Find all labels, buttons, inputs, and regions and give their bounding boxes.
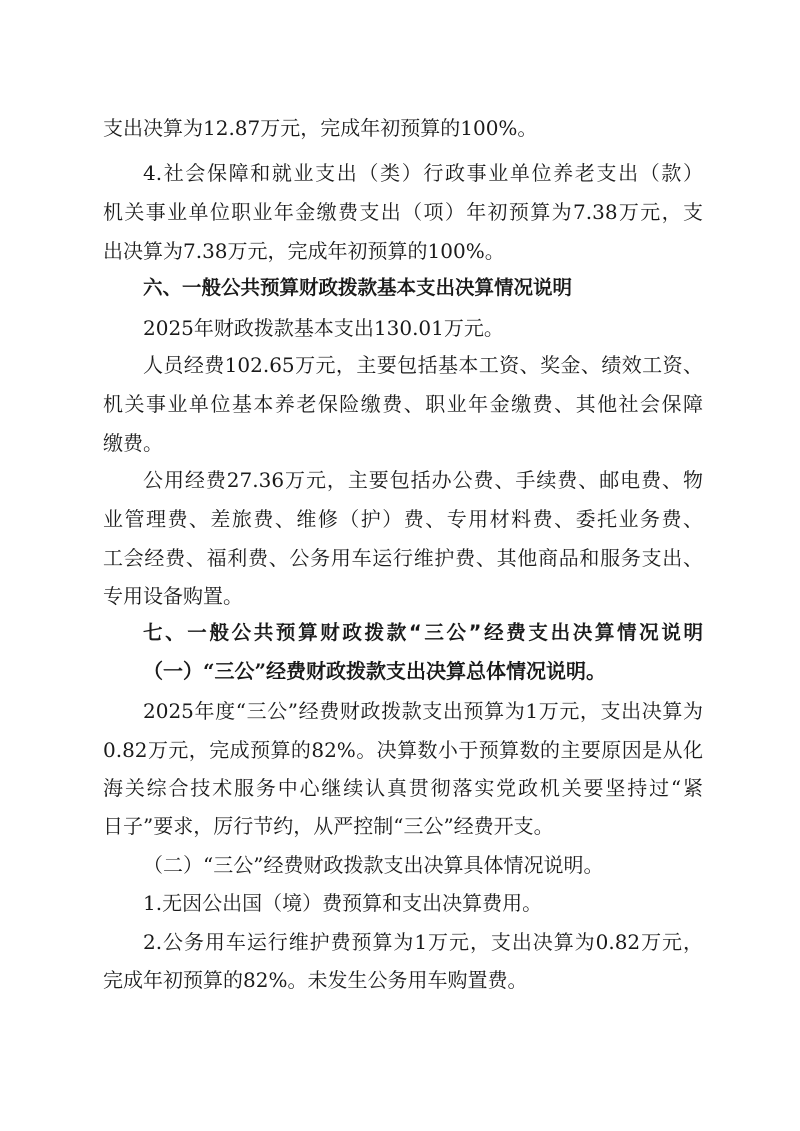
paragraph-line: 公用经费27.36万元，主要包括办公费、手续费、邮电费、物 — [143, 468, 703, 492]
section-heading-6: 六、一般公共预算财政拨款基本支出决算情况说明 — [143, 276, 573, 299]
paragraph-line: 机关事业单位基本养老保险缴费、职业年金缴费、其他社会保障 — [103, 392, 703, 416]
paragraph-line: 0.82万元，完成预算的82%。决算数小于预算数的主要原因是从化 — [103, 738, 703, 762]
paragraph-line: 2025年财政拨款基本支出130.01万元。 — [143, 316, 504, 340]
paragraph-line: 1.无因公出国（境）费预算和支出决算费用。 — [143, 891, 543, 915]
paragraph-line: 人员经费102.65万元，主要包括基本工资、奖金、绩效工资、 — [143, 353, 703, 377]
paragraph-line: 业管理费、差旅费、维修（护）费、专用材料费、委托业务费、 — [103, 507, 703, 531]
paragraph-line: 出决算为7.38万元，完成年初预算的100%。 — [103, 239, 505, 263]
paragraph-line: 2.公务用车运行维护费预算为1万元，支出决算为0.82万元， — [143, 930, 703, 954]
paragraph-line: 机关事业单位职业年金缴费支出（项）年初预算为7.38万元，支 — [103, 200, 703, 224]
subsection-heading-7-2: （二）“三公”经费财政拨款支出决算具体情况说明。 — [143, 853, 604, 877]
paragraph-line: 2025年度“三公”经费财政拨款支出预算为1万元，支出决算为 — [143, 699, 703, 723]
paragraph-line: 海关综合技术服务中心继续认真贯彻落实党政机关要坚持过“紧 — [103, 776, 703, 800]
paragraph-line: 支出决算为12.87万元，完成年初预算的100%。 — [103, 116, 538, 140]
paragraph-line: 完成年初预算的82%。未发生公务用车购置费。 — [103, 968, 528, 992]
paragraph-line: 4.社会保障和就业支出（类）行政事业单位养老支出（款） — [143, 161, 703, 185]
paragraph-line: 专用设备购置。 — [103, 584, 243, 608]
paragraph-line: 日子”要求，厉行节约，从严控制“三公”经费开支。 — [103, 814, 554, 838]
subsection-heading-7-1: （一）“三公”经费财政拨款支出决算总体情况说明。 — [143, 659, 607, 683]
paragraph-line: 缴费。 — [103, 431, 163, 455]
section-heading-7: 七、一般公共预算财政拨款“三公”经费支出决算情况说明 — [143, 621, 703, 644]
paragraph-line: 工会经费、福利费、公务用车运行维护费、其他商品和服务支出、 — [103, 546, 703, 570]
